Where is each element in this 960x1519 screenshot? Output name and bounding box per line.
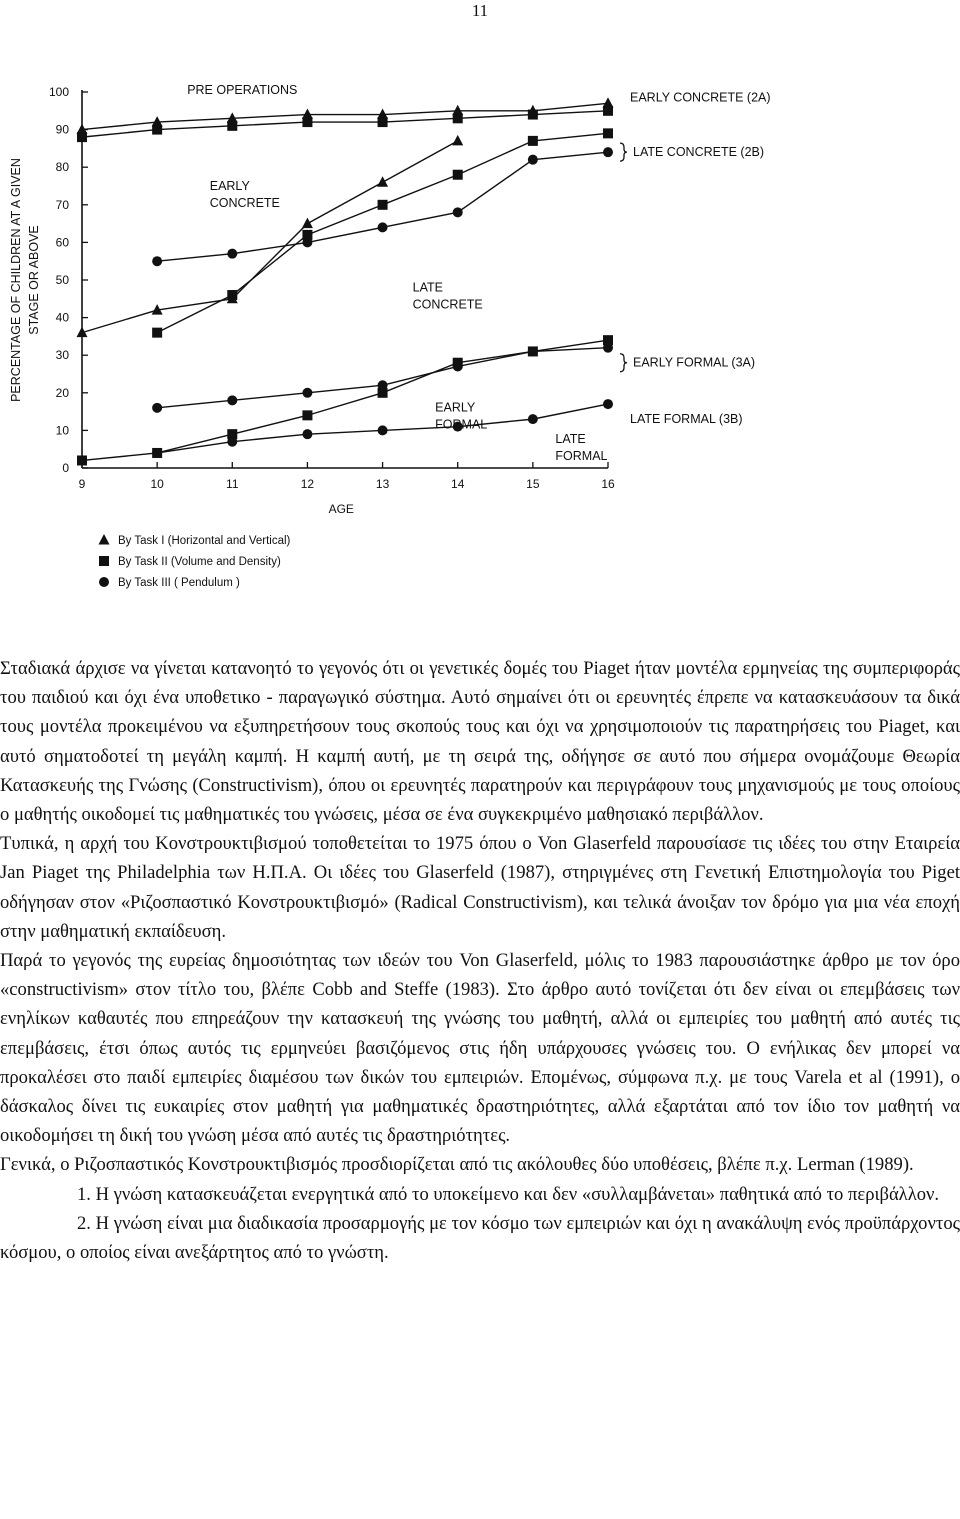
- data-point-circle: [302, 429, 312, 439]
- stage-percentage-chart: [0, 70, 960, 590]
- data-point-circle: [227, 437, 237, 447]
- y-tick-label: 70: [55, 197, 69, 212]
- data-point-square: [77, 455, 87, 465]
- page-number: 11: [471, 1, 489, 20]
- x-tick-label: 11: [226, 477, 239, 491]
- y-tick-label: 30: [55, 348, 69, 363]
- paragraph: Σταδιακά άρχισε να γίνεται κατανοητό το γεγονός ότι οι γενετικές δομές του Piaget ήταν μοντέλα ερμηνείας της συμπεριφοράς του παιδιού και όχι ένα υποθετικο - παραγωγικό σύστημα. Αυτό σημαίνει ότι οι ερευνητές έπρεπε να κατασκευάσουν τα δικά τους μοντέλα προκειμένου να εξυπηρετήσουν τους σκοπούς τους και όχι να χρησιμοποιούν τις παρατηρήσεις του Piaget, και αυτό σηματοδοτεί τη μεγάλη καμπή. Η καμπή αυτή, με τη σειρά της, οδήγησε σε αυτό που σήμερα ονομάζουμε Θεωρία Κατασκευής της Γνώσης (Constructivism), όπου οι ερευνητές παρατηρούν και περιγράφουν τους μηχανισμούς με τους οποίους ο μαθητής οικοδομεί τις μαθηματικές του γνώσεις, μέσα σε ένα συγκεκριμένο μαθησιακό περιβάλλον.: [0, 658, 960, 826]
- data-point-circle: [378, 222, 388, 232]
- series-line: [157, 348, 608, 408]
- legend-marker-circle: [99, 577, 109, 587]
- data-point-triangle: [452, 135, 463, 146]
- stage-annotation: FORMAL: [555, 449, 608, 464]
- data-point-circle: [453, 207, 463, 217]
- data-point-square: [152, 125, 162, 135]
- y-tick-label: 20: [55, 385, 69, 400]
- data-point-square: [302, 117, 312, 127]
- stage-annotation: LATE: [412, 280, 443, 295]
- y-tick-label: 10: [55, 423, 69, 438]
- x-tick-label: 10: [150, 477, 164, 491]
- data-point-circle: [528, 414, 538, 424]
- data-point-circle: [603, 343, 613, 353]
- data-point-square: [227, 290, 237, 300]
- data-point-circle: [528, 155, 538, 165]
- legend-label: By Task II (Volume and Density): [118, 556, 281, 568]
- legend-marker-triangle: [99, 534, 110, 545]
- x-axis-label: AGE: [328, 502, 354, 516]
- stage-annotation: PRE OPERATIONS: [187, 82, 298, 97]
- y-axis-label: STAGE OR ABOVE: [27, 225, 41, 335]
- data-point-circle: [302, 237, 312, 247]
- x-tick-label: 16: [601, 477, 615, 491]
- data-point-circle: [603, 147, 613, 157]
- y-axis-label: PERCENTAGE OF CHILDREN AT A GIVEN: [9, 158, 23, 402]
- data-point-circle: [603, 399, 613, 409]
- brace: [620, 354, 627, 372]
- data-point-square: [378, 200, 388, 210]
- legend-label: By Task III ( Pendulum ): [118, 577, 240, 589]
- brace: [620, 143, 627, 161]
- series-line: [157, 133, 608, 332]
- stage-label: EARLY FORMAL (3A): [633, 355, 756, 370]
- y-tick-label: 100: [48, 85, 69, 99]
- x-tick-label: 14: [451, 477, 465, 491]
- stage-annotation: CONCRETE: [412, 297, 483, 312]
- data-point-square: [453, 113, 463, 123]
- data-point-square: [378, 117, 388, 127]
- stage-annotation: EARLY: [435, 400, 476, 415]
- paragraph: Τυπικά, η αρχή του Κονστρουκτιβισμού τοποθετείται το 1975 όπου ο Von Glaserfeld παρουσίασε τις ιδέες του στην Εταιρεία Jan Piaget της Philadelphia των Η.Π.Α. Οι ιδέες του Glaserfeld (1987), στηριγμένες στη Γενετική Επιστημολογία του Piget οδήγησαν στον «Ριζοσπαστικό Κονστρουκτιβισμό» (Radical Constructivism), και τελικά άνοιξαν τον δρόμο για μια νέα εποχή στην μαθηματική εκπαίδευση.: [0, 833, 960, 942]
- data-point-square: [603, 128, 613, 138]
- y-tick-label: 60: [55, 235, 69, 250]
- data-point-square: [227, 121, 237, 131]
- x-tick-label: 9: [78, 477, 86, 491]
- x-tick-label: 13: [375, 477, 390, 491]
- stage-annotation: CONCRETE: [209, 195, 280, 210]
- y-tick-label: 40: [55, 310, 69, 325]
- data-point-square: [453, 170, 463, 180]
- stage-annotation: LATE: [555, 432, 586, 447]
- data-point-circle: [378, 425, 388, 435]
- list-item: 2. Η γνώση είναι μια διαδικασία προσαρμογής με τον κόσμο των εμπειριών και όχι η ανακάλυψη ενός προϋπάρχοντος κόσμου, ο οποίος είναι ανεξάρτητος από το γνώστη.: [0, 1212, 960, 1264]
- stage-label: LATE FORMAL (3B): [630, 412, 743, 427]
- x-tick-label: 12: [300, 477, 315, 491]
- data-point-square: [528, 110, 538, 120]
- data-point-circle: [227, 249, 237, 259]
- stage-label: LATE CONCRETE (2B): [633, 145, 765, 160]
- data-point-square: [302, 410, 312, 420]
- data-point-circle: [302, 388, 312, 398]
- data-point-circle: [528, 346, 538, 356]
- data-point-circle: [378, 380, 388, 390]
- data-point-square: [528, 136, 538, 146]
- data-point-triangle: [377, 176, 388, 187]
- stage-annotation: EARLY: [209, 178, 250, 193]
- paragraph: Παρά το γεγονός της ευρείας δημοσιότητας των ιδεών του Von Glaserfeld, μόλις το 1983 παρουσιάστηκε άρθρο με τον όρο «constructivism» στον τίτλο του, βλέπε Cobb and Steffe (1983). Στο άρθρο αυτό τονίζεται ότι δεν είναι οι επεμβάσεις των ενηλίκων καθαυτές που επηρεάζουν την κατασκευή της γνώσης του μαθητή, αλλά οι εμπειρίες του μαθητή από αυτές τις επεμβάσεις, έτσι όπως αυτός τις ερμηνεύει βασιζόμενος στις ήδη υπάρχουσες γνώσεις του. Ο ενήλικας δεν μπορεί να προκαλέσει στο παιδί εμπειρίες διαμέσου των δικών του εμπειριών. Επομένως, σύμφωνα π.χ. με τους Varela et al (1991), ο δάσκαλος δίνει τις ευκαιρίες στον μαθητή για μαθηματικές δραστηριότητες, αλλά εξαρτάται από τον ίδιο τον μαθητή να οικοδομήσει τη δική του γνώση μέσα από αυτές τις δραστηριότητες.: [0, 950, 960, 1147]
- legend-marker-square: [99, 556, 109, 566]
- data-point-square: [603, 106, 613, 116]
- data-point-square: [77, 132, 87, 142]
- data-point-circle: [152, 403, 162, 413]
- legend-label: By Task I (Horizontal and Vertical): [118, 535, 291, 547]
- paragraph: Γενικά, ο Ριζοσπαστικός Κονστρουκτιβισμός προσδιορίζεται από τις ακόλουθες δύο υποθέσεις, βλέπε π.χ. Lerman (1989).: [0, 1154, 914, 1176]
- data-point-circle: [227, 395, 237, 405]
- data-point-circle: [152, 256, 162, 266]
- data-point-triangle: [302, 218, 313, 229]
- list-item: 1. Η γνώση κατασκευάζεται ενεργητικά από το υποκείμενο και δεν «συλλαμβάνεται» παθητικά από το περιβάλλον.: [77, 1183, 940, 1205]
- data-point-square: [152, 328, 162, 338]
- y-tick-label: 0: [62, 461, 69, 475]
- y-tick-label: 80: [55, 160, 69, 175]
- data-point-circle: [152, 448, 162, 458]
- series-line: [82, 141, 458, 333]
- x-tick-label: 15: [526, 477, 540, 491]
- stage-annotation: FORMAL: [435, 417, 488, 432]
- body-text: [0, 654, 960, 1267]
- y-tick-label: 90: [55, 122, 69, 137]
- series-line: [82, 340, 608, 460]
- stage-label: EARLY CONCRETE (2A): [630, 90, 771, 105]
- y-tick-label: 50: [55, 273, 69, 287]
- data-point-circle: [453, 361, 463, 371]
